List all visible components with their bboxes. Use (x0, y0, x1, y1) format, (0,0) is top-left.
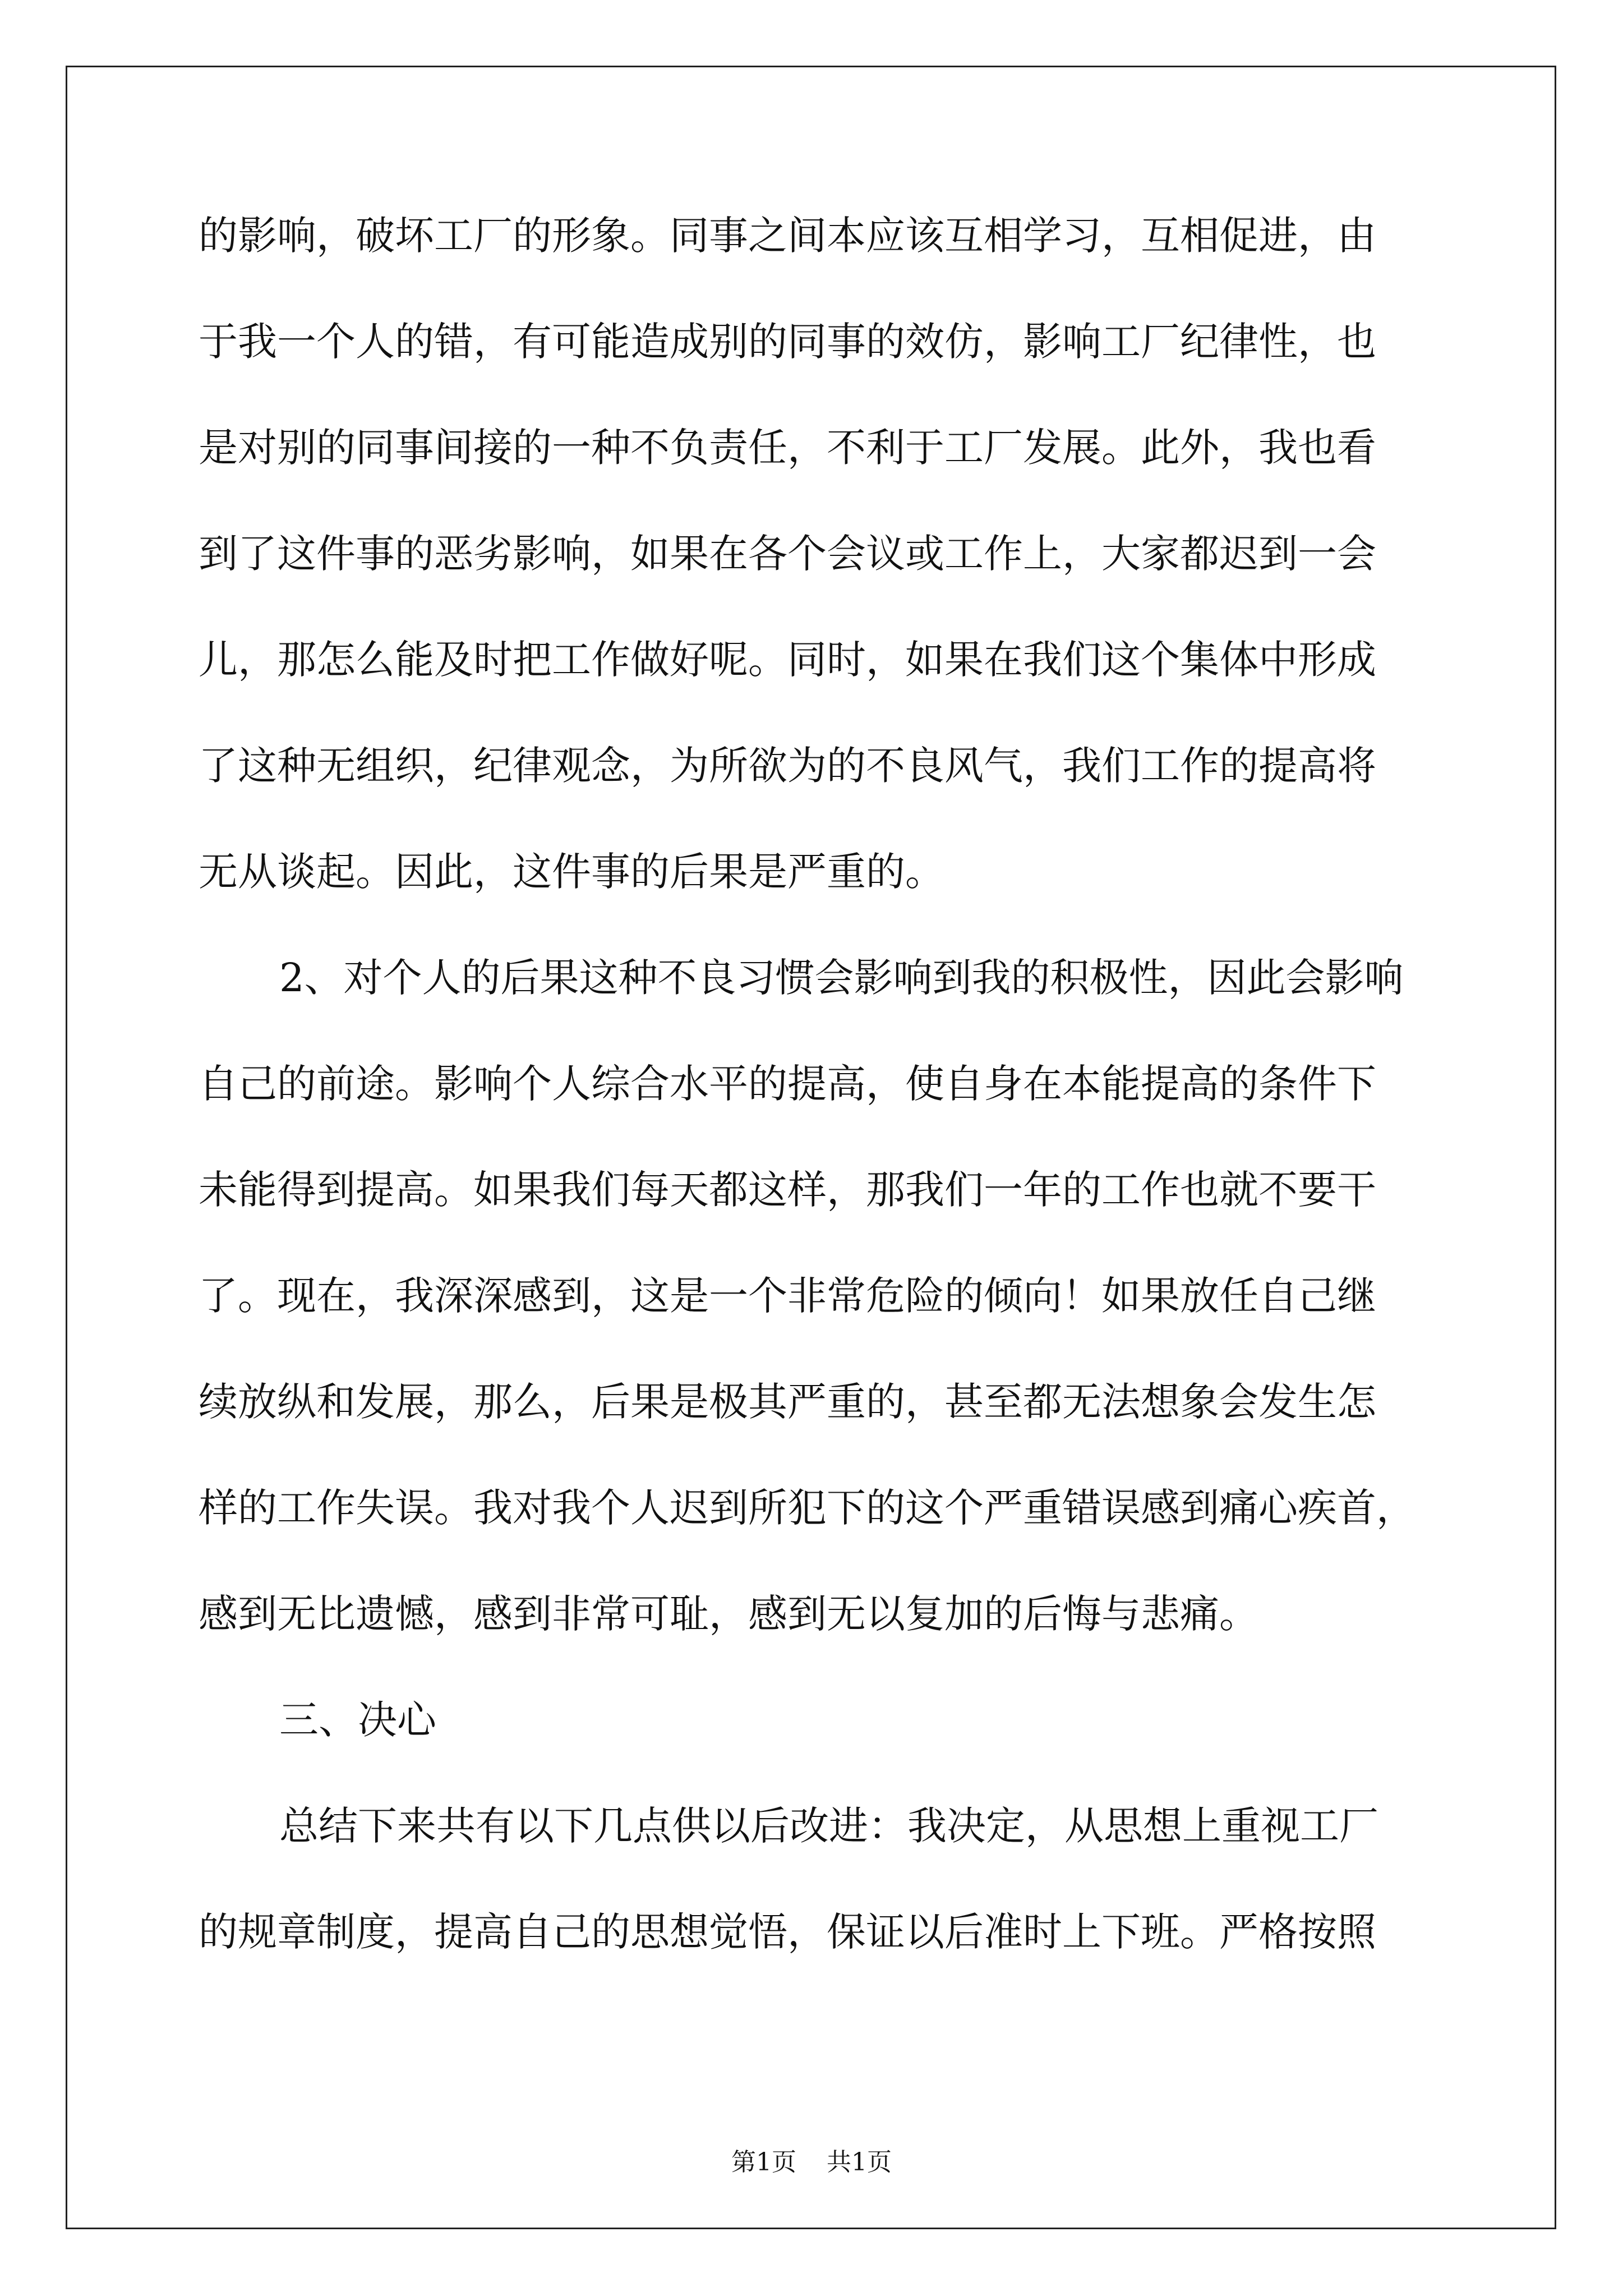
text-line: 儿，那怎么能及时把工作做好呢。同时，如果在我们这个集体中形成 (199, 637, 1376, 683)
text-line: 自己的前途。影响个人综合水平的提高，使自身在本能提高的条件下 (199, 1061, 1376, 1107)
text-line: 续放纵和发展，那么，后果是极其严重的，甚至都无法想象会发生怎 (199, 1379, 1376, 1425)
text-line: 的规章制度，提高自己的思想觉悟，保证以后准时上下班。严格按照 (199, 1909, 1376, 1955)
text-line: 的影响，破坏工厂的形象。同事之间本应该互相学习，互相促进，由 (199, 213, 1376, 259)
page-total: 共1页 (827, 2148, 892, 2177)
page-footer (0, 2142, 1623, 2178)
text-line: 了这种无组织，纪律观念，为所欲为的不良风气，我们工作的提高将 (199, 743, 1376, 789)
page-number: 第1页 (731, 2148, 796, 2177)
text-line: 了。现在，我深深感到，这是一个非常危险的倾向！如果放任自己继 (199, 1273, 1376, 1319)
document-body (199, 205, 1421, 2007)
text-line: 到了这件事的恶劣影响，如果在各个会议或工作上，大家都迟到一会 (199, 531, 1376, 577)
text-line: 是对别的同事间接的一种不负责任，不利于工厂发展。此外，我也看 (199, 425, 1376, 471)
paragraph-start-line: 总结下来共有以下几点供以后改进：我决定，从思想上重视工厂 (279, 1803, 1378, 1849)
text-line: 无从谈起。因此，这件事的后果是严重的。 (199, 849, 944, 895)
text-line: 样的工作失误。我对我个人迟到所犯下的这个严重错误感到痛心疾首， (199, 1485, 1415, 1531)
paragraph-start-line: 2、对个人的后果这种不良习惯会影响到我的积极性，因此会影响 (279, 955, 1404, 1001)
section-heading: 三、决心 (279, 1697, 436, 1743)
text-line: 感到无比遗憾，感到非常可耻，感到无以复加的后悔与悲痛。 (199, 1591, 1258, 1637)
text-line: 未能得到提高。如果我们每天都这样，那我们一年的工作也就不要干 (199, 1167, 1376, 1213)
text-line: 于我一个人的错，有可能造成别的同事的效仿，影响工厂纪律性，也 (199, 319, 1376, 365)
